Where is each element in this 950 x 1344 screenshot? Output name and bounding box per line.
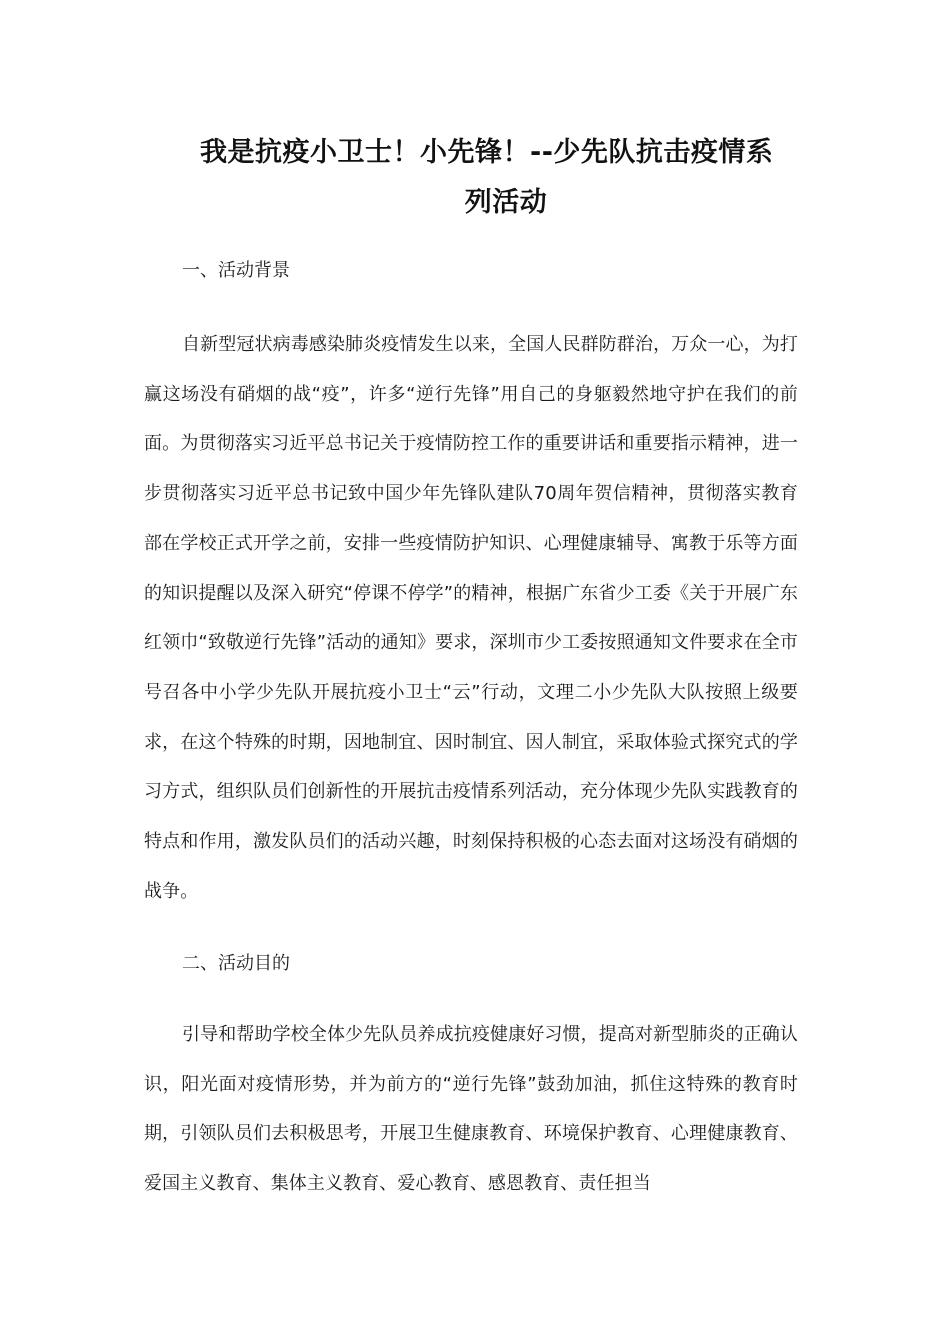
section-heading-purpose: 二、活动目的 [182,953,290,974]
section-paragraph-purpose: 引导和帮助学校全体少先队员养成抗疫健康好习惯，提高对新型肺炎的正确认识，阳光面对疫情形势，并为前方的“逆行先锋”鼓劲加油，抓住这特殊的教育时期，引领队员们去积极思考，开展卫生健康教育、环境保护教育、心理健康教育、爱国主义教育、集体主义教育、爱心教育、感恩教育、责任担当 [144,1024,798,1195]
document-title-line-1: 我是抗疫小卫士！小先锋！--少先队抗击疫情系 [200,137,774,168]
section-paragraph-background: 自新型冠状病毒感染肺炎疫情发生以来，全国人民群防群治，万众一心，为打赢这场没有硝烟的战“疫”，许多“逆行先锋”用自己的身躯毅然地守护在我们的前面。为贯彻落实习近平总书记关于疫情防控工作的重要讲话和重要指示精神，进一步贯彻落实习近平总书记致中国少年先锋队建队70周年贺信精神，贯彻落实教育部在学校正式开学之前，安排一些疫情防护知识、心理健康辅导、寓教于乐等方面的知识提醒以及深入研究“停课不停学”的精神，根据广东省少工委《关于开展广东红领巾“致敬逆行先锋”活动的通知》要求，深圳市少工委按照通知文件要求在全市号召各中小学少先队开展抗疫小卫士“云”行动，文理二小少先队大队按照上级要求，在这个特殊的时期，因地制宜、因时制宜、因人制宜，采取体验式探究式的学习方式，组织队员们创新性的开展抗击疫情系列活动，充分体现少先队实践教育的特点和作用，激发队员们的活动兴趣，时刻保持积极的心态去面对这场没有硝烟的战争。 [144,334,798,902]
section-heading-background: 一、活动背景 [182,260,290,281]
document-title-line-2: 列活动 [464,187,548,218]
document-title [200,128,812,228]
